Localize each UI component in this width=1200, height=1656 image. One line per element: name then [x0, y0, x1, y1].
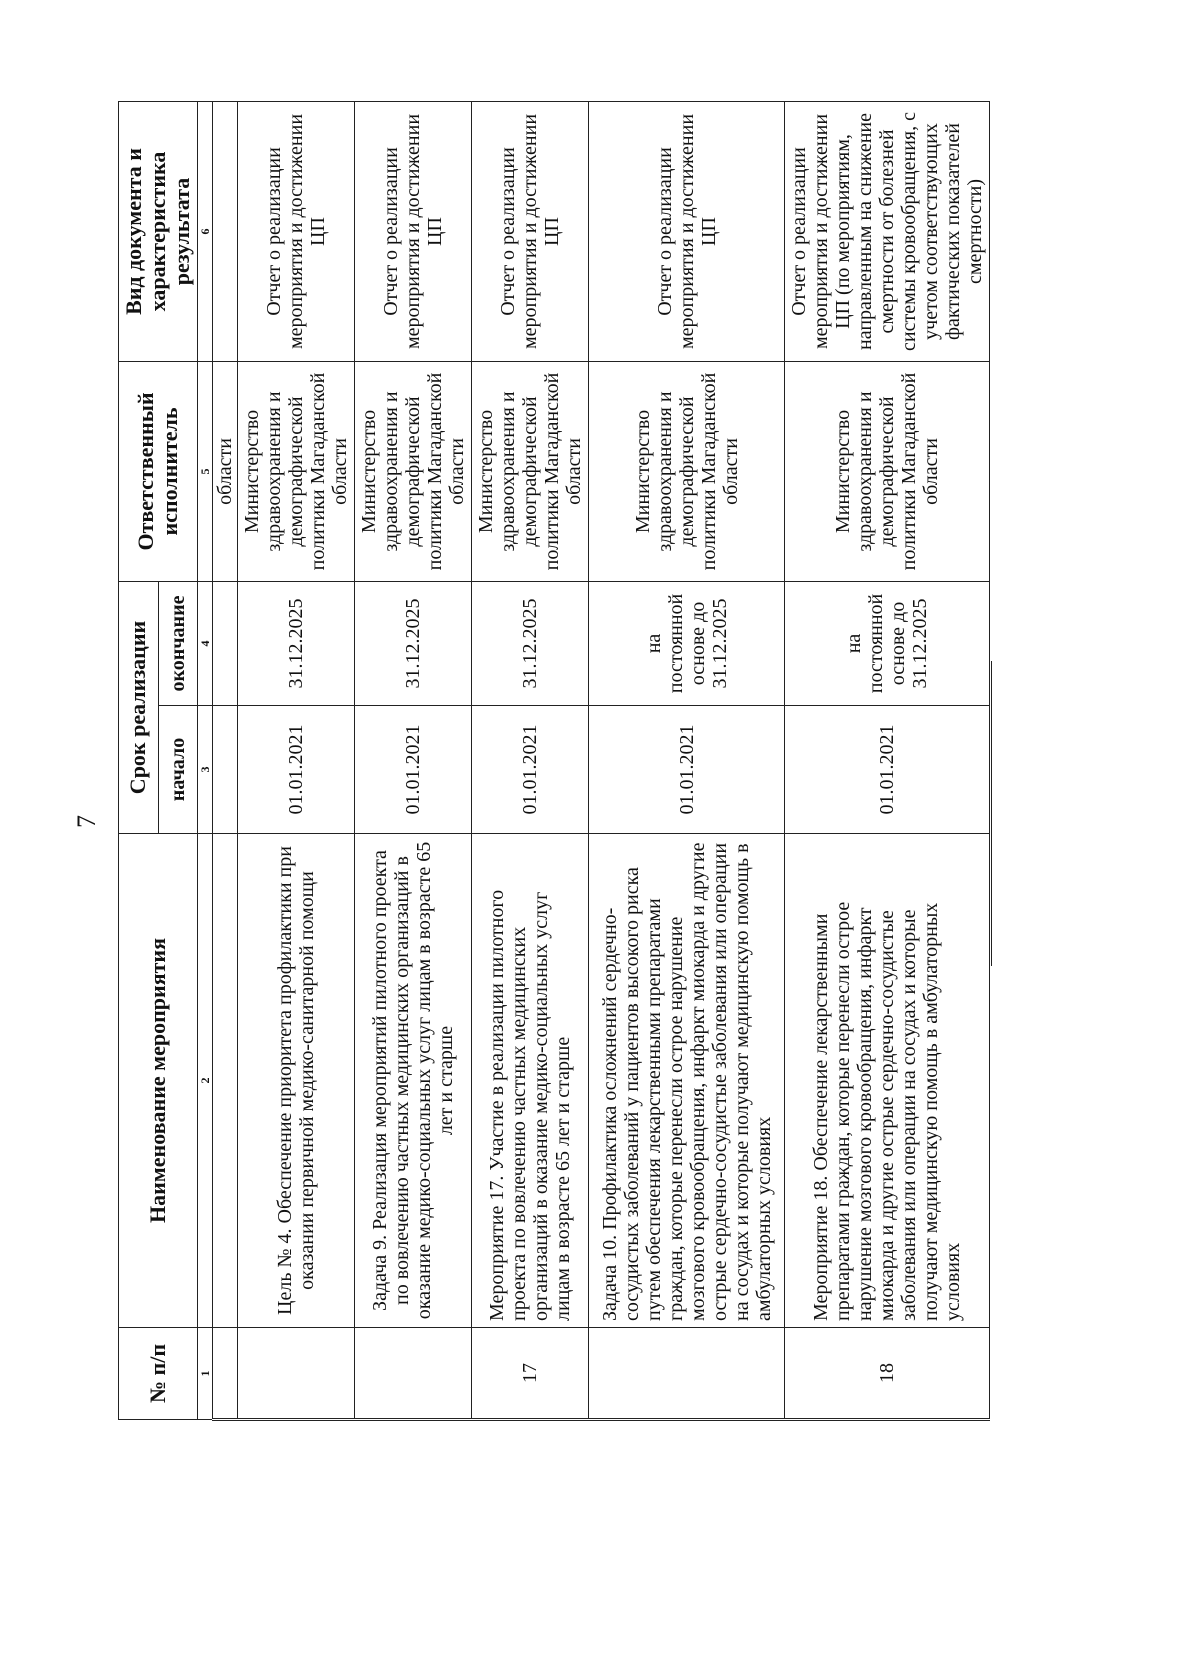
- table-row: [785, 101, 990, 1419]
- row-result: Отчет о реализации мероприятия и достижении ЦП: [355, 101, 472, 361]
- row-executor: Министерство здравоохранения и демографической политики Магаданской области: [472, 361, 589, 581]
- header-end: окончание: [158, 581, 198, 705]
- row-name: Задача 9. Реализация мероприятий пилотного проекта по вовлечению частных медицинских организаций в оказание медико-социальных услуг лицам в возрасте 65 лет и старше: [355, 834, 472, 1328]
- row-name: Цель № 4. Обеспечение приоритета профилактики при оказании первичной медико-санитарной помощи: [238, 834, 355, 1328]
- row-num: [355, 1328, 472, 1420]
- header-num: № п/п: [119, 1328, 198, 1420]
- table-row: [589, 101, 785, 1419]
- row-start: 01.01.2021: [355, 706, 472, 834]
- row-end: на постоянной основе до 31.12.2025: [785, 581, 990, 705]
- row-result: Отчет о реализации мероприятия и достижении ЦП: [472, 101, 589, 361]
- column-number-row: [198, 101, 213, 1419]
- column-number: 4: [198, 581, 213, 705]
- column-number: 3: [198, 706, 213, 834]
- column-number: 6: [198, 101, 213, 361]
- row-num: 17: [472, 1328, 589, 1420]
- header-name: Наименование мероприятия: [119, 834, 198, 1328]
- row-num: 18: [785, 1328, 990, 1420]
- header-result: Вид документа и характеристика результата: [119, 101, 198, 361]
- column-number: 2: [198, 834, 213, 1328]
- separator-line: [991, 661, 992, 966]
- continuation-row: [213, 101, 238, 1419]
- row-start: 01.01.2021: [472, 706, 589, 834]
- row-start: 01.01.2021: [238, 706, 355, 834]
- header-start: начало: [158, 706, 198, 834]
- row-executor: Министерство здравоохранения и демографической политики Магаданской области: [355, 361, 472, 581]
- row-result: Отчет о реализации мероприятия и достижении ЦП (по мероприятиям, направленным на снижение смертности от болезней системы кровообращения, с учетом соответствующих фактических показателей смертности): [785, 101, 990, 361]
- column-number: 5: [198, 361, 213, 581]
- row-start: 01.01.2021: [785, 706, 990, 834]
- row-name: Мероприятие 17. Участие в реализации пилотного проекта по вовлечению частных медицинских организаций в оказание медико-социальных услуг лицам в возрасте 65 лет и старше: [472, 834, 589, 1328]
- row-result: Отчет о реализации мероприятия и достижении ЦП: [238, 101, 355, 361]
- row-name: Задача 10. Профилактика осложнений сердечно-сосудистых заболеваний у пациентов высокого риска путем обеспечения лекарственными препаратами граждан, которые перенесли острое нарушение мозгового кровообращения, инфаркт миокарда и другие острые сердечно-сосудистые заболевания или операции на сосудах и которые получают медицинскую помощь в амбулаторных условиях: [589, 834, 785, 1328]
- row-end: 31.12.2025: [238, 581, 355, 705]
- column-number: 1: [198, 1328, 213, 1420]
- header-period: Срок реализации: [119, 581, 159, 833]
- header-executor: Ответственный исполнитель: [119, 361, 198, 581]
- table-row: [472, 101, 589, 1419]
- row-num: [238, 1328, 355, 1420]
- row-num: [589, 1328, 785, 1420]
- page-number: 7: [72, 815, 101, 828]
- continuation-executor: области: [213, 361, 238, 581]
- row-end: на постоянной основе до 31.12.2025: [589, 581, 785, 705]
- row-end: 31.12.2025: [472, 581, 589, 705]
- row-start: 01.01.2021: [589, 706, 785, 834]
- table-row: [355, 101, 472, 1419]
- row-result: Отчет о реализации мероприятия и достижении ЦП: [589, 101, 785, 361]
- row-name: Мероприятие 18. Обеспечение лекарственными препаратами граждан, которые перенесли острое нарушение мозгового кровообращения, инфаркт миокарда и другие острые сердечно-сосудистые заболевания или операции на сосудах и которые получают медицинскую помощь в амбулаторных условиях: [785, 834, 990, 1328]
- row-executor: Министерство здравоохранения и демографической политики Магаданской области: [785, 361, 990, 581]
- measures-table: [118, 101, 990, 1421]
- row-end: 31.12.2025: [355, 581, 472, 705]
- row-executor: Министерство здравоохранения и демографической политики Магаданской области: [238, 361, 355, 581]
- table-row: [238, 101, 355, 1419]
- header-row: [119, 101, 159, 1419]
- row-executor: Министерство здравоохранения и демографической политики Магаданской области: [589, 361, 785, 581]
